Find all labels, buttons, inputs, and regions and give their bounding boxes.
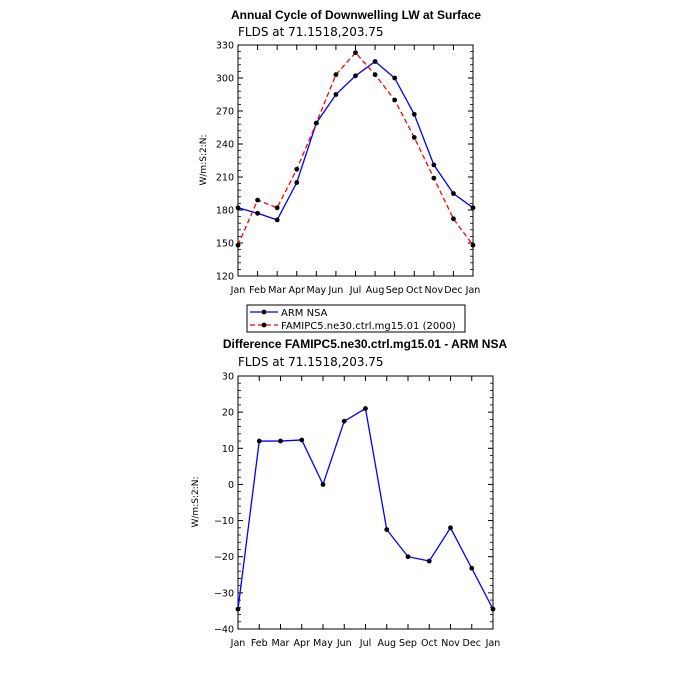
- x-tick-label: Dec: [462, 638, 481, 649]
- x-tick-label: Oct: [406, 285, 423, 296]
- x-tick-label: Jan: [230, 638, 246, 649]
- x-tick-label: Feb: [250, 638, 268, 649]
- y-tick-label: −30: [213, 588, 234, 600]
- x-tick-label: Jul: [349, 285, 362, 296]
- legend-label-model: FAMIPC5.ne30.ctrl.mg15.01 (2000): [281, 321, 456, 332]
- y-tick-label: 20: [221, 407, 234, 419]
- legend-marker-arm: [262, 310, 267, 315]
- y-tick-label: 30: [221, 371, 234, 383]
- y-tick-label: 180: [215, 205, 234, 217]
- y-tick-label: −20: [213, 552, 234, 564]
- data-point: [353, 73, 358, 78]
- x-tick-label: May: [313, 638, 333, 649]
- data-point: [334, 92, 339, 97]
- data-point: [392, 98, 397, 103]
- legend-label-arm: ARM NSA: [281, 308, 328, 319]
- series-line-0: [238, 62, 473, 220]
- x-tick-label: Sep: [399, 638, 417, 649]
- x-tick-label: Aug: [365, 285, 385, 296]
- data-point: [275, 205, 280, 210]
- plot-frame: [238, 376, 493, 629]
- x-tick-label: Feb: [249, 285, 266, 296]
- y-tick-label: 120: [215, 271, 234, 283]
- y-tick-label: 210: [215, 172, 234, 184]
- x-tick-label: Mar: [268, 285, 287, 296]
- legend-marker-model: [262, 323, 267, 328]
- data-point: [427, 559, 432, 564]
- data-point: [412, 112, 417, 117]
- x-tick-label: Nov: [441, 638, 460, 649]
- data-point: [451, 191, 456, 196]
- chart1-axes: [216, 41, 480, 297]
- x-tick-label: Dec: [444, 285, 463, 296]
- data-point: [278, 439, 283, 444]
- data-point: [294, 180, 299, 185]
- data-point: [314, 121, 319, 126]
- data-point: [471, 243, 476, 248]
- chart1-ylabel: W/m:S:2:N:: [199, 134, 209, 186]
- x-tick-label: Jan: [230, 285, 246, 296]
- data-point: [236, 205, 241, 210]
- x-tick-label: Apr: [293, 638, 310, 649]
- chart-difference: [191, 337, 507, 649]
- data-point: [384, 527, 389, 532]
- x-tick-label: Oct: [421, 638, 438, 649]
- chart1-marks: [236, 50, 476, 247]
- plot-frame: [238, 45, 473, 276]
- data-point: [299, 438, 304, 443]
- x-tick-label: Aug: [377, 638, 397, 649]
- x-tick-label: Nov: [424, 285, 444, 296]
- x-tick-label: Apr: [288, 285, 305, 296]
- chart2-subtitle: FLDS at 71.1518,203.75: [238, 355, 384, 369]
- data-point: [294, 167, 299, 172]
- data-point: [255, 198, 260, 203]
- y-tick-label: 10: [221, 443, 234, 455]
- x-tick-label: Jun: [328, 285, 344, 296]
- data-point: [255, 211, 260, 216]
- chart1-legend: [247, 305, 465, 332]
- x-tick-label: Jul: [359, 638, 372, 649]
- x-tick-label: Sep: [385, 285, 404, 296]
- chart1-subtitle: FLDS at 71.1518,203.75: [238, 25, 384, 39]
- data-point: [321, 482, 326, 487]
- y-tick-label: 240: [215, 139, 234, 151]
- data-point: [236, 607, 241, 612]
- x-tick-label: Jun: [336, 638, 352, 649]
- y-tick-label: 0: [227, 479, 234, 491]
- data-point: [363, 406, 368, 411]
- data-point: [353, 50, 358, 55]
- y-tick-label: −40: [213, 624, 234, 636]
- chart2-title: Difference FAMIPC5.ne30.ctrl.mg15.01 - ARM NSA: [222, 337, 508, 351]
- data-point: [491, 607, 496, 612]
- chart2-marks: [236, 406, 496, 611]
- chart1-title: Annual Cycle of Downwelling LW at Surface: [230, 8, 482, 22]
- data-point: [373, 72, 378, 77]
- x-tick-label: Mar: [271, 638, 290, 649]
- chart-annual-cycle: [199, 8, 481, 332]
- y-tick-label: 300: [215, 73, 234, 85]
- data-point: [412, 135, 417, 140]
- data-point: [275, 218, 280, 223]
- data-point: [334, 72, 339, 77]
- data-point: [373, 59, 378, 64]
- x-tick-label: May: [306, 285, 327, 296]
- x-tick-label: Jan: [485, 638, 501, 649]
- y-tick-label: 270: [215, 106, 234, 118]
- data-point: [431, 176, 436, 181]
- data-point: [236, 243, 241, 248]
- data-point: [342, 419, 347, 424]
- data-point: [471, 205, 476, 210]
- series-line-1: [238, 53, 473, 246]
- chart2-ylabel: W/m:S:2:N:: [191, 476, 201, 528]
- data-point: [448, 525, 453, 530]
- y-tick-label: 330: [215, 40, 234, 52]
- data-point: [257, 439, 262, 444]
- data-point: [451, 216, 456, 221]
- data-point: [469, 566, 474, 571]
- data-point: [406, 554, 411, 559]
- y-tick-label: 150: [215, 238, 234, 250]
- x-tick-label: Jan: [465, 285, 481, 296]
- series-line-0: [238, 409, 493, 610]
- data-point: [392, 76, 397, 81]
- y-tick-label: −10: [213, 516, 234, 528]
- data-point: [431, 163, 436, 168]
